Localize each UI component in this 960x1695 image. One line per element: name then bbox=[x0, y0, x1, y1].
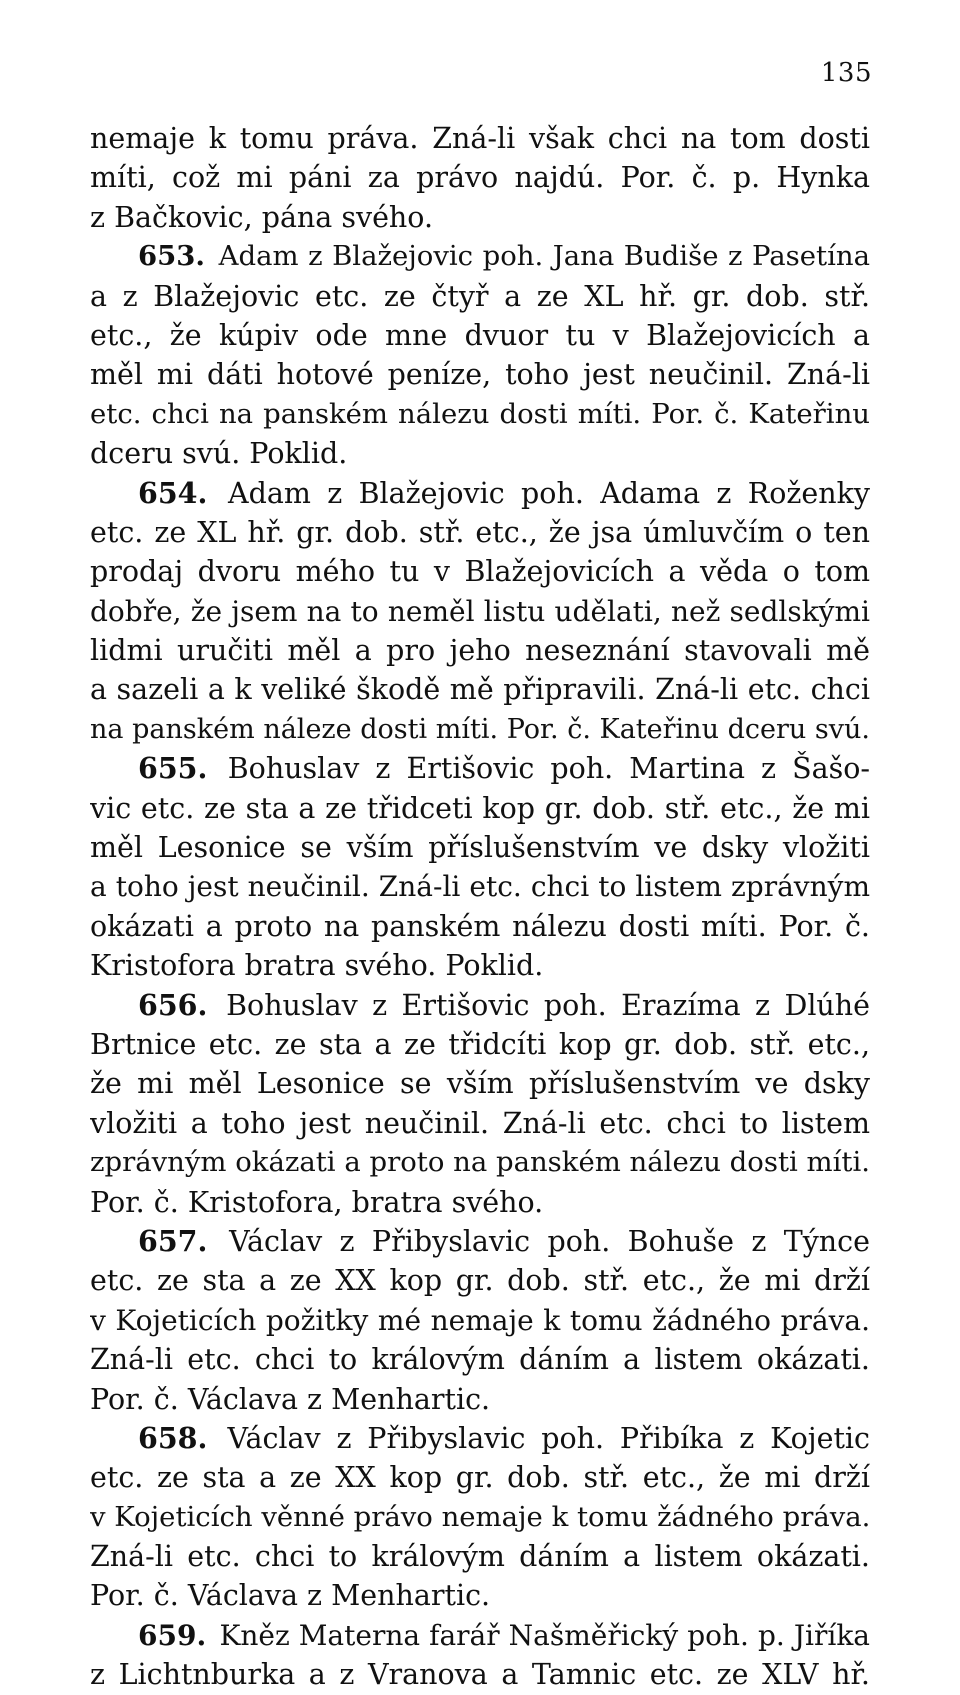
text-line bbox=[90, 710, 870, 749]
line-text: nemaje k tomu práva. Zná-li však chci na tom dosti bbox=[90, 122, 870, 155]
line-text: Bohuslav z Ertišovic poh. Martina z Šašo- bbox=[227, 752, 870, 786]
text-line bbox=[90, 907, 870, 946]
text-line bbox=[90, 1498, 870, 1537]
entry-first-line bbox=[90, 1419, 870, 1458]
text-line bbox=[90, 277, 870, 316]
text-line bbox=[90, 789, 870, 828]
line-text: z Bačkovic, pána svého. bbox=[90, 200, 434, 234]
line-text: Václav z Přibyslavic poh. Bohuše z Týnce bbox=[229, 1224, 870, 1258]
entry-number: 653. bbox=[138, 240, 205, 273]
line-text: vic etc. ze sta a ze třidceti kop gr. dob. stř. etc., že mi bbox=[90, 791, 870, 825]
text-line bbox=[90, 828, 870, 867]
line-text: Por. č. Kristofora, bratra svého. bbox=[90, 1185, 544, 1219]
line-text: Kněz Materna farář Našměřický poh. p. Jiříka bbox=[219, 1618, 870, 1652]
entry-first-line bbox=[90, 986, 870, 1025]
text-line bbox=[90, 1064, 870, 1103]
text-line bbox=[90, 592, 870, 631]
text-line bbox=[90, 1380, 870, 1419]
line-text: Zná-li etc. chci to královým dáním a listem okázati. bbox=[90, 1540, 870, 1574]
text-line bbox=[90, 395, 870, 434]
entry-first-line bbox=[90, 1222, 870, 1261]
text-line bbox=[90, 867, 870, 906]
line-text: v Kojeticích věnné právo nemaje k tomu žádného práva. bbox=[90, 1500, 870, 1533]
entry-number: 654. bbox=[138, 475, 208, 510]
line-text: zprávným okázati a proto na panském nálezu dosti míti. bbox=[90, 1146, 870, 1179]
entry-first-line bbox=[90, 749, 870, 788]
text-line bbox=[90, 1301, 870, 1340]
line-text: Por. č. Václava z Menhartic. bbox=[90, 1382, 491, 1416]
entry-number: 659. bbox=[138, 1618, 207, 1652]
line-text: a z Blažejovic etc. ze čtyř a ze XL hř. gr. dob. stř. bbox=[90, 279, 870, 313]
text-line bbox=[90, 1340, 870, 1379]
line-text: Kristofora bratra svého. Poklid. bbox=[90, 949, 544, 983]
text-line bbox=[90, 316, 870, 355]
text-line bbox=[90, 513, 870, 552]
text-line bbox=[90, 1458, 870, 1497]
body-text bbox=[90, 119, 870, 1695]
text-line bbox=[90, 631, 870, 670]
text-line bbox=[90, 1025, 870, 1064]
line-text: Brtnice etc. ze sta a ze třidcíti kop gr. dob. stř. etc., bbox=[90, 1027, 870, 1061]
text-line bbox=[90, 355, 870, 394]
line-text: na panském náleze dosti míti. Por. č. Kateřinu dceru svú. bbox=[90, 713, 870, 745]
text-line bbox=[90, 946, 870, 985]
entry-first-line bbox=[90, 1616, 870, 1655]
text-line bbox=[90, 1576, 870, 1615]
line-text: že mi měl Lesonice se vším příslušenstvím ve dsky bbox=[90, 1067, 870, 1101]
text-line bbox=[90, 1261, 870, 1300]
entry-first-line bbox=[90, 237, 870, 276]
entry-number: 657. bbox=[138, 1223, 208, 1258]
entry-number: 656. bbox=[138, 987, 208, 1022]
text-line bbox=[90, 434, 870, 473]
entry-number: 655. bbox=[138, 751, 208, 786]
text-line bbox=[90, 670, 870, 709]
line-text: lidmi uručiti měl a pro jeho neseznání stavovali mě bbox=[90, 634, 870, 668]
text-line bbox=[90, 1537, 870, 1576]
page-number: 135 bbox=[820, 58, 872, 88]
line-text: Václav z Přibyslavic poh. Přibíka z Kojetic bbox=[227, 1421, 870, 1455]
line-text: dobře, že jsem na to neměl listu udělati, než sedlskými bbox=[90, 594, 870, 628]
line-text: měl mi dáti hotové peníze, toho jest neučinil. Zná-li bbox=[90, 358, 870, 392]
line-text: Adam z Blažejovic poh. Jana Budiše z Pasetína bbox=[218, 240, 870, 273]
text-line bbox=[90, 552, 870, 591]
line-text: etc. ze sta a ze XX kop gr. dob. stř. etc., že mi drží bbox=[90, 1264, 870, 1298]
text-line bbox=[90, 1104, 870, 1143]
line-text: okázati a proto na panském nálezu dosti míti. Por. č. bbox=[90, 909, 870, 943]
line-text: etc. chci na panském nálezu dosti míti. Por. č. Kateřinu bbox=[90, 397, 870, 430]
line-text: a toho jest neučinil. Zná-li etc. chci to listem zprávným bbox=[90, 870, 870, 904]
line-text: prodaj dvoru mého tu v Blažejovicích a věda o tom bbox=[90, 555, 870, 589]
line-text: měl Lesonice se vším příslušenstvím ve dsky vložiti bbox=[90, 831, 870, 865]
line-text: Zná-li etc. chci to královým dáním a listem okázati. bbox=[90, 1343, 870, 1377]
text-line bbox=[90, 158, 870, 197]
text-line bbox=[90, 198, 870, 237]
line-text: z Lichtnburka a z Vranova a Tamnic etc. ze XLV hř. bbox=[90, 1658, 870, 1692]
line-text: Por. č. Václava z Menhartic. bbox=[90, 1579, 491, 1613]
line-text: v Kojeticích požitky mé nemaje k tomu žádného práva. bbox=[90, 1303, 870, 1337]
line-text: Bohuslav z Ertišovic poh. Erazíma z Dlúhé bbox=[226, 988, 870, 1022]
line-text: míti, což mi páni za právo najdú. Por. č. p. Hynka bbox=[90, 161, 870, 195]
line-text: etc., že kúpiv ode mne dvuor tu v Blažejovicích a bbox=[90, 318, 870, 352]
text-line bbox=[90, 1655, 870, 1694]
entry-first-line bbox=[90, 474, 870, 513]
line-text: vložiti a toho jest neučinil. Zná-li etc. chci to listem bbox=[90, 1106, 870, 1140]
text-line bbox=[90, 1183, 870, 1222]
line-text: Adam z Blažejovic poh. Adama z Roženky bbox=[228, 476, 870, 510]
entry-number: 658. bbox=[138, 1420, 208, 1455]
text-line bbox=[90, 119, 870, 158]
line-text: a sazeli a k veliké škodě mě připravili. Zná-li etc. chci bbox=[90, 673, 870, 707]
line-text: dceru svú. Poklid. bbox=[90, 437, 348, 471]
line-text: etc. ze sta a ze XX kop gr. dob. stř. etc., že mi drží bbox=[90, 1461, 870, 1495]
text-line bbox=[90, 1143, 870, 1182]
line-text: etc. ze XL hř. gr. dob. stř. etc., že jsa úmluvčím o ten bbox=[90, 515, 870, 549]
